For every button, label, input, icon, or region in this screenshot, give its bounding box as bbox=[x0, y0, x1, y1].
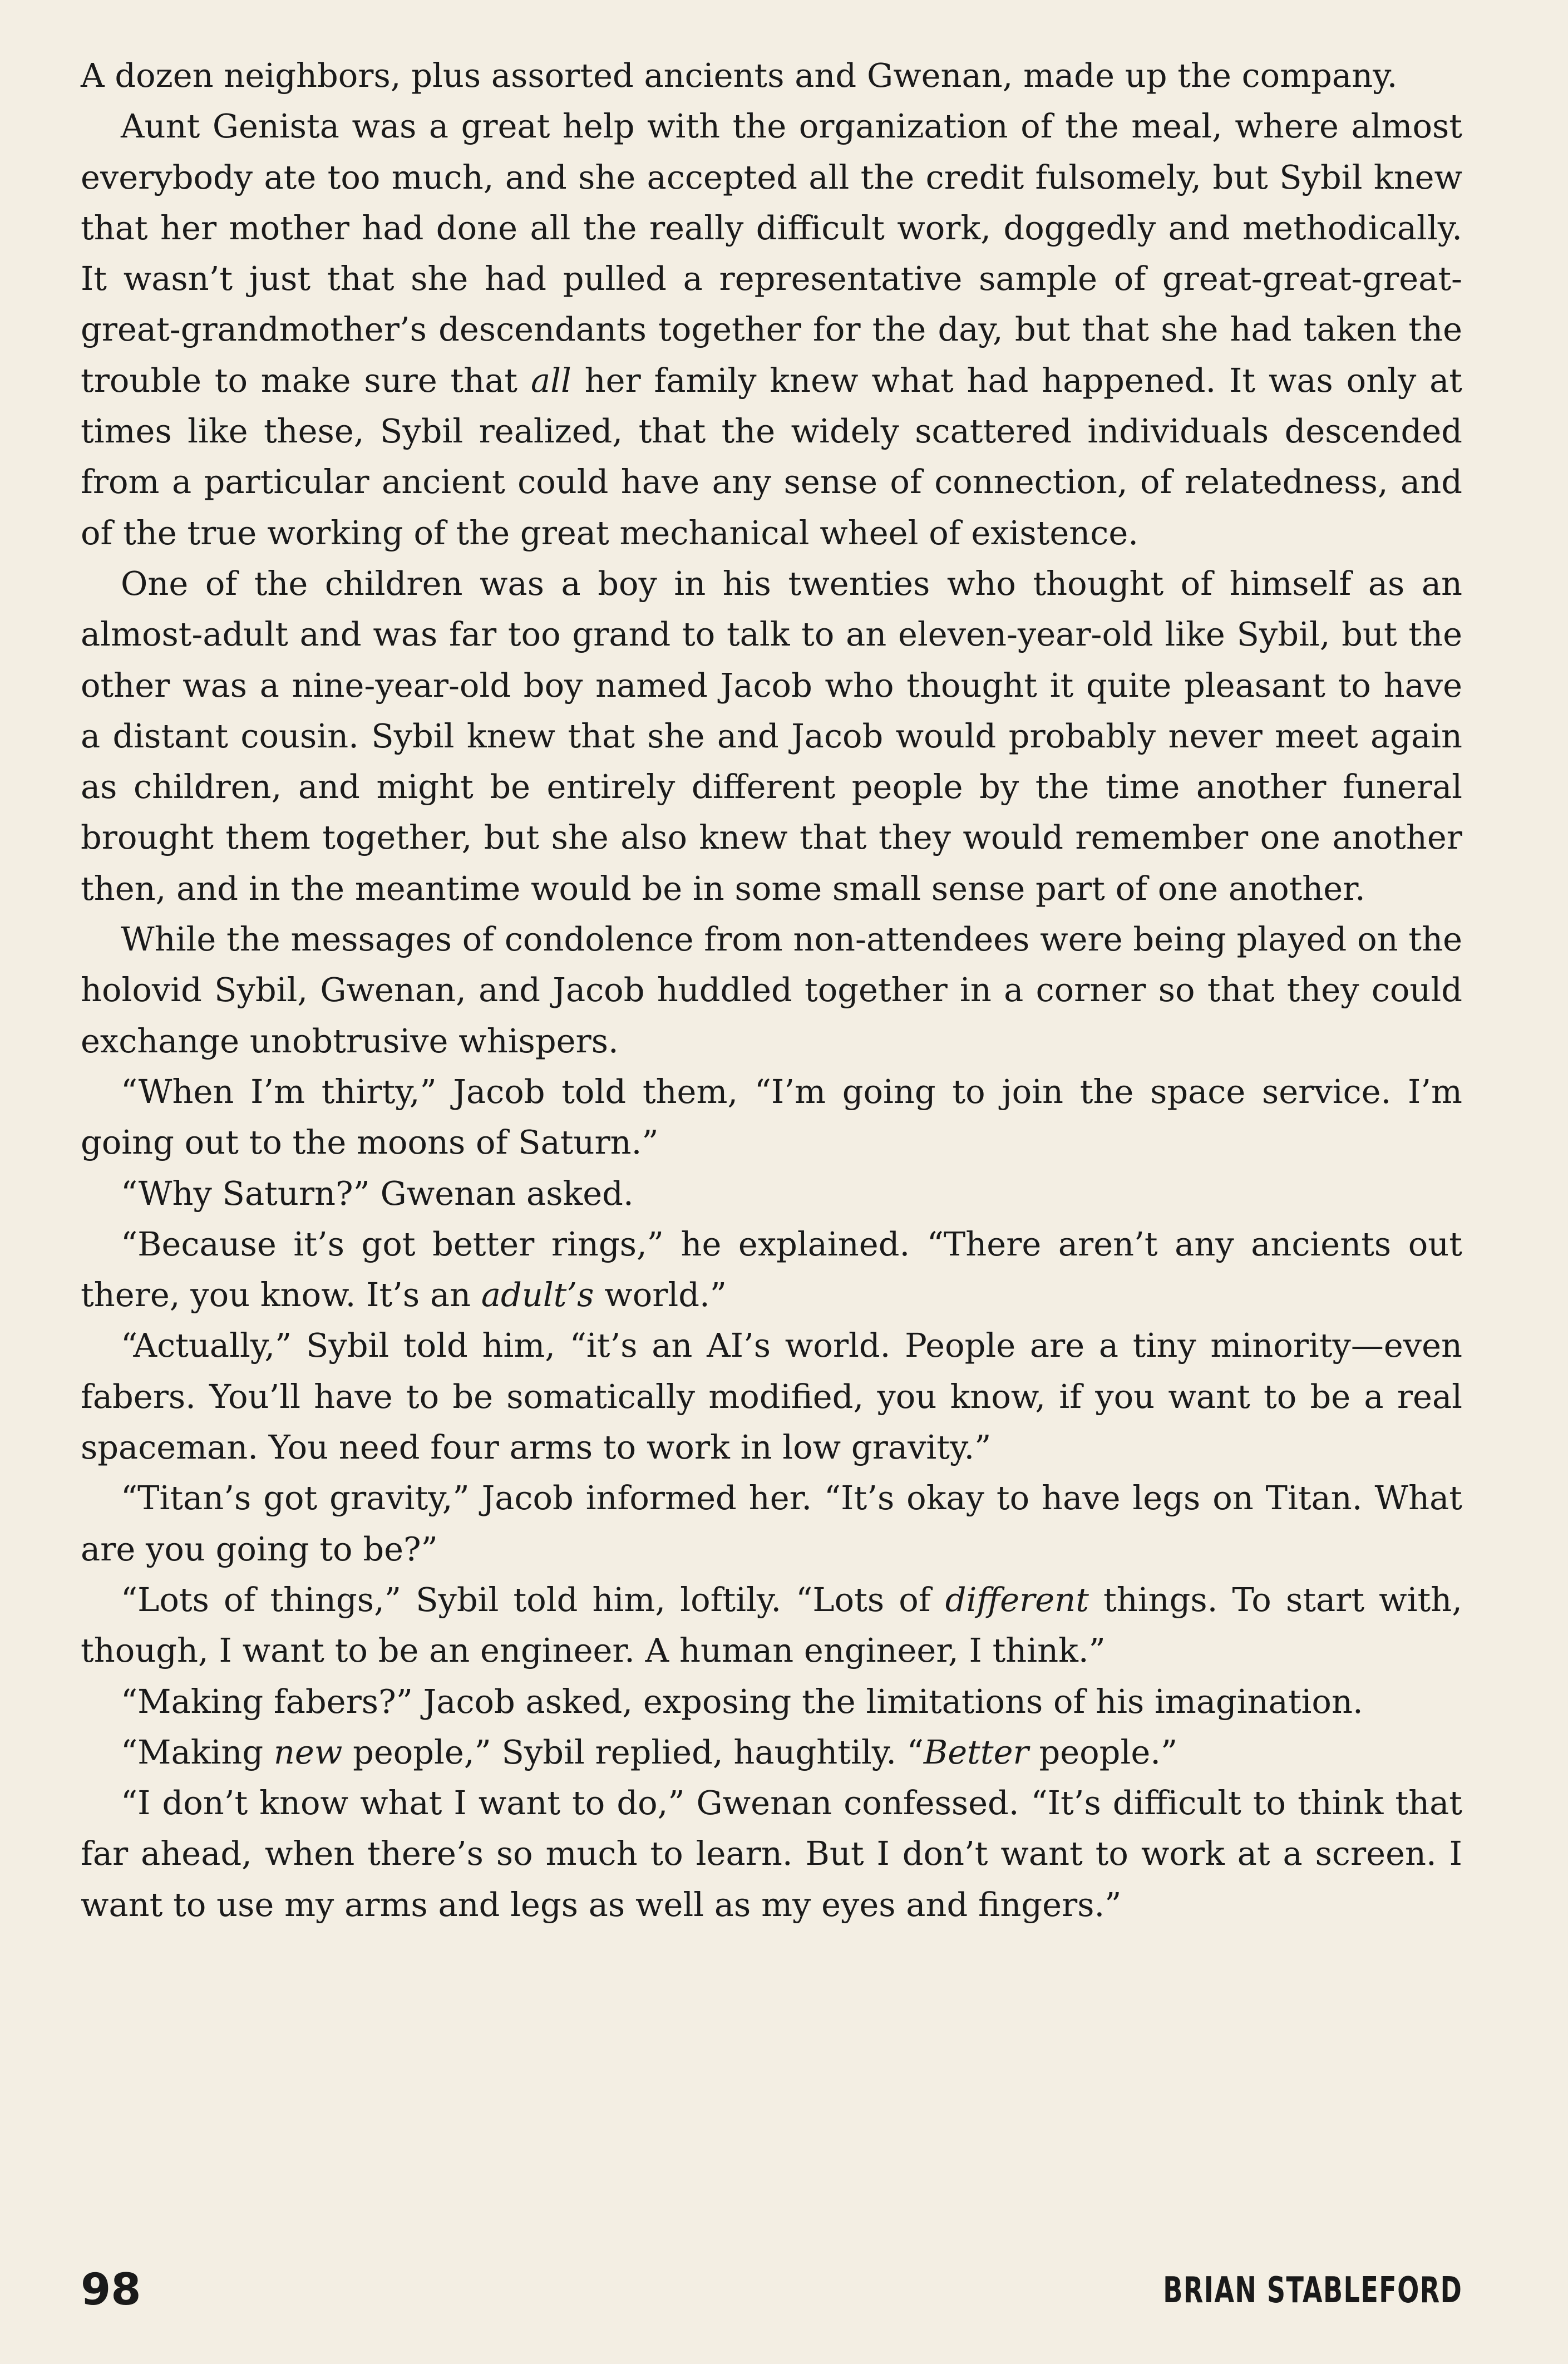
paragraph-text: world.” bbox=[594, 1275, 727, 1314]
italic-text: Better bbox=[923, 1732, 1029, 1771]
italic-text: all bbox=[530, 361, 571, 400]
paragraph-text: “I don’t know what I want to do,” Gwenan confessed. “It’s difficult to think that far ahead, when there’s so much to learn. But I don’t want to work at a screen. I want to use my arms and legs as well as my eyes and fingers.” bbox=[81, 1784, 1462, 1924]
body-text bbox=[81, 50, 1462, 1930]
paragraph-text: While the messages of condolence from non-attendees were being played on the holovid Sybil, Gwenan, and Jacob huddled together in a corner so that they could exchange unobtrusive whispers. bbox=[81, 920, 1462, 1060]
paragraph bbox=[81, 101, 1462, 558]
paragraph bbox=[81, 1727, 1462, 1777]
paragraph-text: “Because it’s got better rings,” he explained. “There aren’t any ancients out there, you know. It’s an bbox=[81, 1224, 1462, 1314]
paragraph-text: A dozen neighbors, plus assorted ancients and Gwenan, made up the company. bbox=[81, 56, 1398, 95]
paragraph bbox=[81, 1472, 1462, 1574]
page-footer bbox=[81, 2259, 1462, 2321]
paragraph bbox=[81, 914, 1462, 1066]
paragraph-text: “Lots of things,” Sybil told him, loftily. “Lots of bbox=[121, 1580, 945, 1619]
paragraph bbox=[81, 1066, 1462, 1168]
paragraph-text: “Actually,” Sybil told him, “it’s an AI’s world. People are a tiny minority—even fabers. You’ll have to be somatically modified, you know, if you want to be a real spaceman. You need four arms to work in low gravity.” bbox=[81, 1326, 1462, 1467]
paragraph-text: “When I’m thirty,” Jacob told them, “I’m going to join the space service. I’m going out to the moons of Saturn.” bbox=[81, 1072, 1462, 1162]
paragraph bbox=[81, 1777, 1462, 1930]
paragraph-text: people.” bbox=[1028, 1732, 1178, 1771]
paragraph bbox=[81, 50, 1462, 101]
running-footer-author: BRIAN STABLEFORD bbox=[1162, 2270, 1462, 2311]
italic-text: adult’s bbox=[481, 1275, 594, 1314]
paragraph bbox=[81, 1219, 1462, 1321]
paragraph-text: “Titan’s got gravity,” Jacob informed her. “It’s okay to have legs on Titan. What are you going to be?” bbox=[81, 1479, 1462, 1568]
paragraph bbox=[81, 1168, 1462, 1219]
paragraph-text: “Making fabers?” Jacob asked, exposing the limitations of his imagination. bbox=[121, 1682, 1363, 1721]
paragraph bbox=[81, 1574, 1462, 1676]
italic-text: different bbox=[945, 1580, 1089, 1619]
paragraph-text: Aunt Genista was a great help with the organization of the meal, where almost everybody ate too much, and she accepted all the credit fulsomely, but Sybil knew that her mother had done all the really difficult work, doggedly and methodically. It wasn’t just that she had pulled a representative sample of great-great-great-great-grandmother’s descendants together for the day, but that she had taken the trouble to make sure that bbox=[81, 107, 1462, 400]
paragraph-text: “Why Saturn?” Gwenan asked. bbox=[121, 1174, 634, 1213]
paragraph bbox=[81, 1320, 1462, 1472]
paragraph-text: “Making bbox=[121, 1732, 274, 1771]
paragraph bbox=[81, 558, 1462, 914]
paragraph-text: her family knew what had happened. It was only at times like these, Sybil realized, that the widely scattered individuals descended from a particular ancient could have any sense of connection, of relatedness, and of the true working of the great mechanical wheel of existence. bbox=[81, 361, 1462, 552]
paragraph-text: people,” Sybil replied, haughtily. “ bbox=[342, 1732, 924, 1771]
paragraph-text: One of the children was a boy in his twenties who thought of himself as an almost-adult and was far too grand to talk to an eleven-year-old like Sybil, but the other was a nine-year-old boy named Jacob who thought it quite pleasant to have a distant cousin. Sybil knew that she and Jacob would probably never meet again as children, and might be entirely different people by the time another funeral brought them together, but she also knew that they would remember one another then, and in the meantime would be in some small sense part of one another. bbox=[81, 564, 1462, 908]
paragraph bbox=[81, 1676, 1462, 1727]
italic-text: new bbox=[273, 1732, 343, 1771]
page-number: 98 bbox=[81, 2265, 141, 2315]
paragraph-text: things. To start with, though, I want to be an engineer. A human engineer, I think.” bbox=[81, 1580, 1462, 1670]
